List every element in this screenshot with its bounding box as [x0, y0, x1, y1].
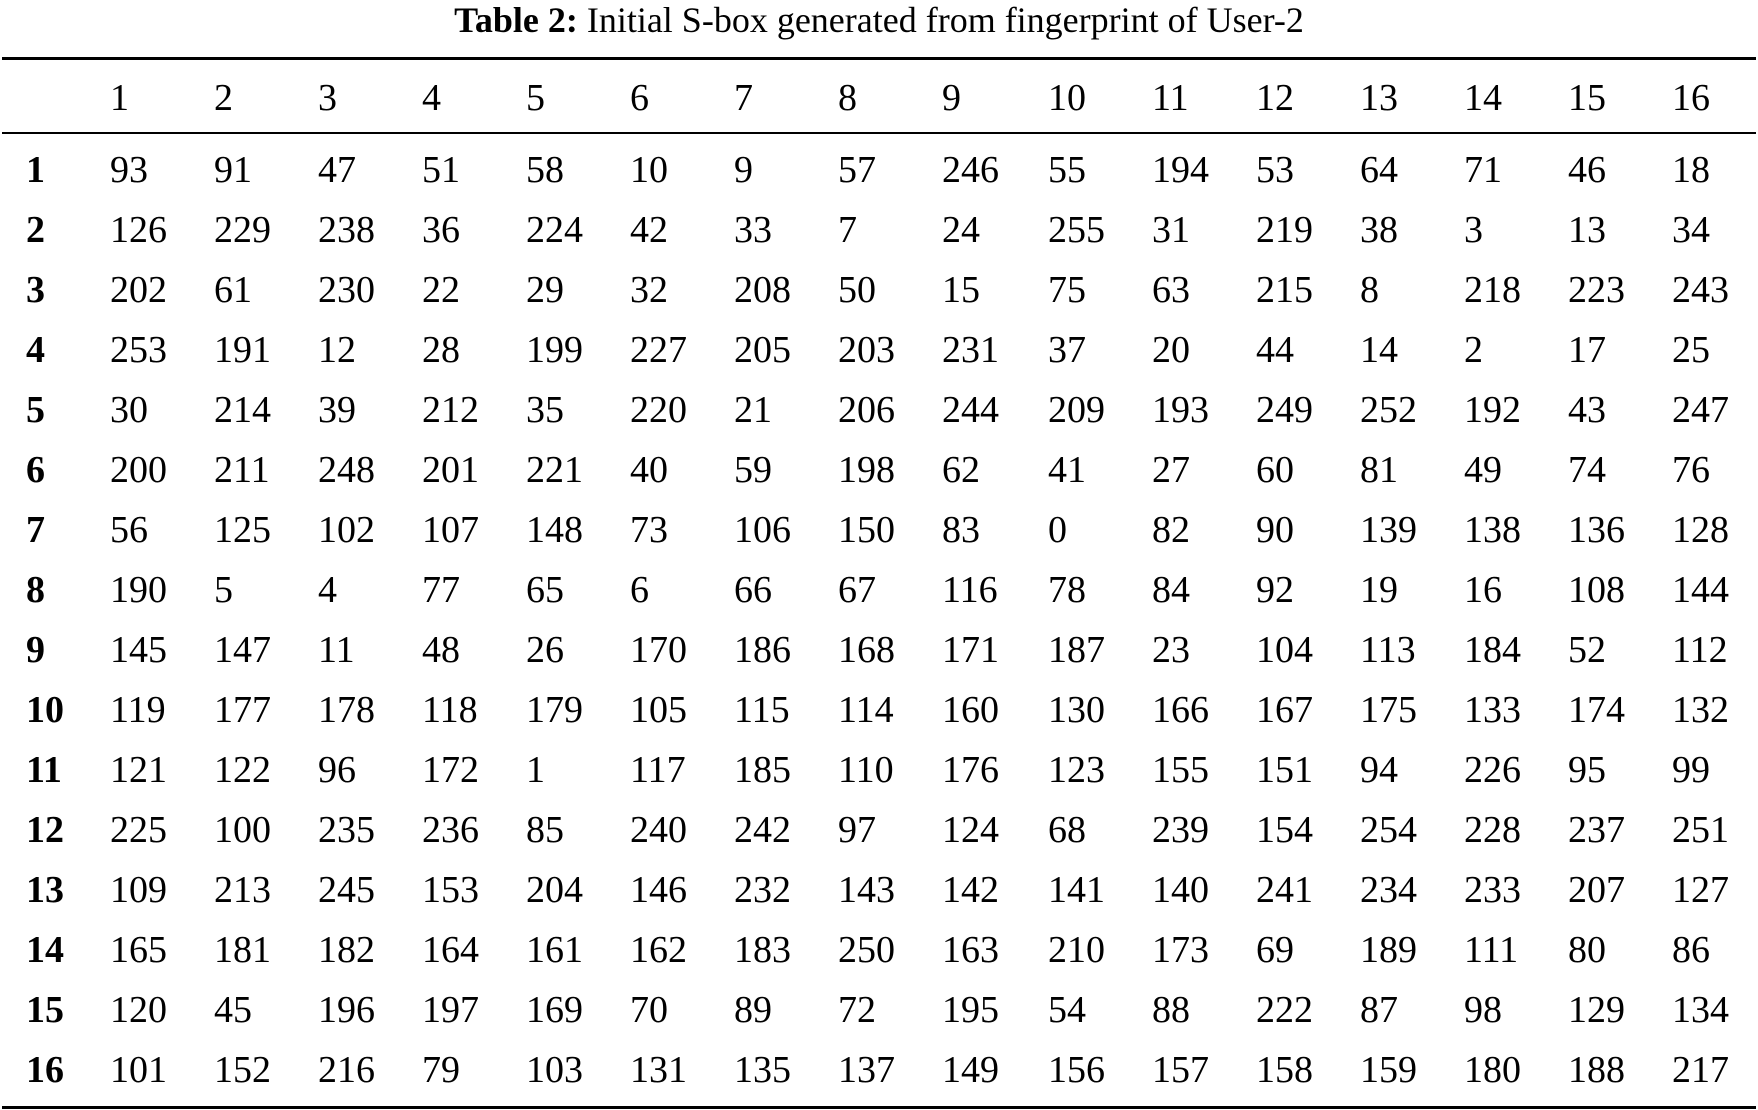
table-cell: 111	[1464, 929, 1519, 971]
table-cell: 141	[1048, 869, 1105, 911]
table-cell: 216	[318, 1049, 375, 1091]
table-cell: 40	[630, 449, 668, 491]
table-cell: 195	[942, 989, 999, 1031]
table-cell: 38	[1360, 209, 1398, 251]
table-cell: 196	[318, 989, 375, 1031]
table-cell: 12	[318, 329, 356, 371]
table-cell: 147	[214, 629, 271, 671]
table-cell: 2	[1464, 329, 1483, 371]
table-cell: 137	[838, 1049, 895, 1091]
column-header: 5	[526, 77, 545, 119]
table-cell: 112	[1672, 629, 1728, 671]
table-cell: 192	[1464, 389, 1521, 431]
table-cell: 55	[1048, 149, 1086, 191]
table-cell: 54	[1048, 989, 1086, 1031]
table-cell: 43	[1568, 389, 1606, 431]
table-caption-label: Table 2:	[454, 0, 578, 40]
table-cell: 13	[1568, 209, 1606, 251]
table-cell: 174	[1568, 689, 1625, 731]
table-cell: 161	[526, 929, 583, 971]
table-cell: 129	[1568, 989, 1625, 1031]
table-cell: 6	[630, 569, 649, 611]
table-cell: 81	[1360, 449, 1398, 491]
table-cell: 5	[214, 569, 233, 611]
table-cell: 128	[1672, 509, 1729, 551]
table-cell: 106	[734, 509, 791, 551]
table-cell: 231	[942, 329, 999, 371]
row-header: 1	[26, 149, 45, 191]
table-cell: 91	[214, 149, 252, 191]
table-cell: 61	[214, 269, 252, 311]
table-cell: 185	[734, 749, 791, 791]
row-header: 15	[26, 989, 64, 1031]
table-cell: 241	[1256, 869, 1313, 911]
row-header: 2	[26, 209, 45, 251]
table-cell: 16	[1464, 569, 1502, 611]
table-cell: 62	[942, 449, 980, 491]
table-cell: 219	[1256, 209, 1313, 251]
table-cell: 177	[214, 689, 271, 731]
table-cell: 199	[526, 329, 583, 371]
table-cell: 239	[1152, 809, 1209, 851]
table-cell: 243	[1672, 269, 1729, 311]
row-header: 9	[26, 629, 45, 671]
table-cell: 4	[318, 569, 337, 611]
table-cell: 150	[838, 509, 895, 551]
row-header: 10	[26, 689, 64, 731]
table-cell: 138	[1464, 509, 1521, 551]
table-cell: 87	[1360, 989, 1398, 1031]
table-cell: 84	[1152, 569, 1190, 611]
column-header: 3	[318, 77, 337, 119]
table-cell: 172	[422, 749, 479, 791]
table-cell: 169	[526, 989, 583, 1031]
table-cell: 89	[734, 989, 772, 1031]
table-cell: 250	[838, 929, 895, 971]
table-cell: 9	[734, 149, 753, 191]
column-header: 11	[1152, 77, 1189, 119]
table-cell: 223	[1568, 269, 1625, 311]
table-cell: 125	[214, 509, 271, 551]
table-cell: 160	[942, 689, 999, 731]
table-cell: 121	[110, 749, 167, 791]
table-cell: 203	[838, 329, 895, 371]
table-cell: 115	[734, 689, 790, 731]
table-cell: 120	[110, 989, 167, 1031]
column-header: 7	[734, 77, 753, 119]
table-cell: 176	[942, 749, 999, 791]
table-cell: 235	[318, 809, 375, 851]
table-cell: 108	[1568, 569, 1625, 611]
table-cell: 21	[734, 389, 772, 431]
table-cell: 101	[110, 1049, 167, 1091]
table-cell: 251	[1672, 809, 1729, 851]
table-cell: 222	[1256, 989, 1313, 1031]
table-cell: 144	[1672, 569, 1729, 611]
column-header: 9	[942, 77, 961, 119]
table-cell: 70	[630, 989, 668, 1031]
table-cell: 171	[942, 629, 999, 671]
table-cell: 134	[1672, 989, 1729, 1031]
table-cell: 207	[1568, 869, 1625, 911]
table-cell: 253	[110, 329, 167, 371]
table-cell: 218	[1464, 269, 1521, 311]
table-cell: 117	[630, 749, 686, 791]
column-header: 13	[1360, 77, 1398, 119]
table-cell: 186	[734, 629, 791, 671]
table-cell: 230	[318, 269, 375, 311]
table-cell: 116	[942, 569, 998, 611]
table-cell: 34	[1672, 209, 1710, 251]
table-cell: 214	[214, 389, 271, 431]
table-cell: 63	[1152, 269, 1190, 311]
table-cell: 254	[1360, 809, 1417, 851]
table-cell: 149	[942, 1049, 999, 1091]
table-cell: 151	[1256, 749, 1313, 791]
table-cell: 168	[838, 629, 895, 671]
table-cell: 224	[526, 209, 583, 251]
row-header: 16	[26, 1049, 64, 1091]
table-cell: 220	[630, 389, 687, 431]
table-cell: 153	[422, 869, 479, 911]
table-cell: 19	[1360, 569, 1398, 611]
table-cell: 49	[1464, 449, 1502, 491]
table-cell: 77	[422, 569, 460, 611]
table-cell: 184	[1464, 629, 1521, 671]
table-cell: 95	[1568, 749, 1606, 791]
table-cell: 22	[422, 269, 460, 311]
table-cell: 158	[1256, 1049, 1313, 1091]
table-cell: 20	[1152, 329, 1190, 371]
table-cell: 44	[1256, 329, 1294, 371]
table-cell: 51	[422, 149, 460, 191]
table-cell: 246	[942, 149, 999, 191]
column-header: 1	[110, 77, 129, 119]
table-cell: 145	[110, 629, 167, 671]
table-cell: 15	[942, 269, 980, 311]
table-cell: 210	[1048, 929, 1105, 971]
table-cell: 233	[1464, 869, 1521, 911]
table-cell: 181	[214, 929, 271, 971]
table-cell: 244	[942, 389, 999, 431]
table-cell: 255	[1048, 209, 1105, 251]
table-cell: 166	[1152, 689, 1209, 731]
table-cell: 66	[734, 569, 772, 611]
table-cell: 236	[422, 809, 479, 851]
table-cell: 85	[526, 809, 564, 851]
table-cell: 190	[110, 569, 167, 611]
table-cell: 45	[214, 989, 252, 1031]
table-cell: 142	[942, 869, 999, 911]
table-cell: 157	[1152, 1049, 1209, 1091]
table-cell: 226	[1464, 749, 1521, 791]
table-cell: 132	[1672, 689, 1729, 731]
table-cell: 146	[630, 869, 687, 911]
table-cell: 76	[1672, 449, 1710, 491]
table-cell: 227	[630, 329, 687, 371]
table-cell: 79	[422, 1049, 460, 1091]
table-cell: 206	[838, 389, 895, 431]
column-header: 12	[1256, 77, 1294, 119]
table-cell: 162	[630, 929, 687, 971]
table-cell: 208	[734, 269, 791, 311]
table-cell: 41	[1048, 449, 1086, 491]
table-cell: 245	[318, 869, 375, 911]
table-cell: 36	[422, 209, 460, 251]
table-cell: 105	[630, 689, 687, 731]
table-cell: 127	[1672, 869, 1729, 911]
table-cell: 165	[110, 929, 167, 971]
table-cell: 33	[734, 209, 772, 251]
table-cell: 29	[526, 269, 564, 311]
table-cell: 193	[1152, 389, 1209, 431]
table-cell: 107	[422, 509, 479, 551]
table-cell: 180	[1464, 1049, 1521, 1091]
table-caption-text: Initial S-box generated from fingerprint of User-2	[586, 0, 1304, 40]
table-cell: 225	[110, 809, 167, 851]
table-cell: 242	[734, 809, 791, 851]
table-cell: 119	[110, 689, 166, 731]
table-cell: 68	[1048, 809, 1086, 851]
table-cell: 194	[1152, 149, 1209, 191]
table-cell: 167	[1256, 689, 1313, 731]
table-cell: 8	[1360, 269, 1379, 311]
table-cell: 189	[1360, 929, 1417, 971]
table-cell: 221	[526, 449, 583, 491]
table-cell: 130	[1048, 689, 1105, 731]
table-cell: 252	[1360, 389, 1417, 431]
table-cell: 170	[630, 629, 687, 671]
table-cell: 113	[1360, 629, 1416, 671]
table-cell: 30	[110, 389, 148, 431]
table-cell: 75	[1048, 269, 1086, 311]
table-cell: 156	[1048, 1049, 1105, 1091]
table-cell: 187	[1048, 629, 1105, 671]
table-cell: 69	[1256, 929, 1294, 971]
table-cell: 93	[110, 149, 148, 191]
table-cell: 229	[214, 209, 271, 251]
table-cell: 136	[1568, 509, 1625, 551]
table-cell: 110	[838, 749, 894, 791]
table-cell: 73	[630, 509, 668, 551]
table-cell: 24	[942, 209, 980, 251]
table-cell: 86	[1672, 929, 1710, 971]
table-cell: 178	[318, 689, 375, 731]
table-cell: 188	[1568, 1049, 1625, 1091]
table-cell: 143	[838, 869, 895, 911]
table-cell: 72	[838, 989, 876, 1031]
table-cell: 60	[1256, 449, 1294, 491]
table-cell: 100	[214, 809, 271, 851]
table-cell: 247	[1672, 389, 1729, 431]
table-cell: 154	[1256, 809, 1313, 851]
table-cell: 173	[1152, 929, 1209, 971]
column-header: 2	[214, 77, 233, 119]
table-cell: 17	[1568, 329, 1606, 371]
table-cell: 135	[734, 1049, 791, 1091]
table-cell: 39	[318, 389, 356, 431]
table-cell: 234	[1360, 869, 1417, 911]
table-cell: 0	[1048, 509, 1067, 551]
table-cell: 202	[110, 269, 167, 311]
table-cell: 35	[526, 389, 564, 431]
row-header: 4	[26, 329, 45, 371]
table-cell: 50	[838, 269, 876, 311]
table-cell: 90	[1256, 509, 1294, 551]
table-cell: 183	[734, 929, 791, 971]
table-cell: 58	[526, 149, 564, 191]
table-cell: 83	[942, 509, 980, 551]
row-header: 14	[26, 929, 64, 971]
table-cell: 212	[422, 389, 479, 431]
table-cell: 47	[318, 149, 356, 191]
table-cell: 197	[422, 989, 479, 1031]
table-cell: 131	[630, 1049, 687, 1091]
table-cell: 118	[422, 689, 478, 731]
table-cell: 249	[1256, 389, 1313, 431]
table-cell: 82	[1152, 509, 1190, 551]
table-cell: 18	[1672, 149, 1710, 191]
table-cell: 232	[734, 869, 791, 911]
table-cell: 23	[1152, 629, 1190, 671]
column-header: 6	[630, 77, 649, 119]
row-header: 6	[26, 449, 45, 491]
table-cell: 215	[1256, 269, 1313, 311]
table-cell: 191	[214, 329, 271, 371]
table-cell: 213	[214, 869, 271, 911]
table-cell: 124	[942, 809, 999, 851]
table-cell: 140	[1152, 869, 1209, 911]
table-cell: 237	[1568, 809, 1625, 851]
table-cell: 26	[526, 629, 564, 671]
table-cell: 175	[1360, 689, 1417, 731]
table-cell: 179	[526, 689, 583, 731]
row-header: 7	[26, 509, 45, 551]
table-cell: 48	[422, 629, 460, 671]
table-cell: 32	[630, 269, 668, 311]
table-cell: 74	[1568, 449, 1606, 491]
table-cell: 94	[1360, 749, 1398, 791]
table-cell: 159	[1360, 1049, 1417, 1091]
table-cell: 52	[1568, 629, 1606, 671]
table-cell: 53	[1256, 149, 1294, 191]
table-cell: 123	[1048, 749, 1105, 791]
row-header: 8	[26, 569, 45, 611]
column-header: 16	[1672, 77, 1710, 119]
table-cell: 92	[1256, 569, 1294, 611]
table-cell: 182	[318, 929, 375, 971]
column-header: 15	[1568, 77, 1606, 119]
table-cell: 248	[318, 449, 375, 491]
table-cell: 88	[1152, 989, 1190, 1031]
table-cell: 217	[1672, 1049, 1729, 1091]
table-cell: 209	[1048, 389, 1105, 431]
table-cell: 126	[110, 209, 167, 251]
table-cell: 14	[1360, 329, 1398, 371]
table-cell: 25	[1672, 329, 1710, 371]
table-cell: 67	[838, 569, 876, 611]
table-cell: 164	[422, 929, 479, 971]
table-cell: 28	[422, 329, 460, 371]
row-header: 11	[26, 749, 62, 791]
table-cell: 42	[630, 209, 668, 251]
table-cell: 204	[526, 869, 583, 911]
row-header: 13	[26, 869, 64, 911]
table-cell: 163	[942, 929, 999, 971]
column-header: 14	[1464, 77, 1502, 119]
table-cell: 46	[1568, 149, 1606, 191]
row-header: 12	[26, 809, 64, 851]
table-cell: 133	[1464, 689, 1521, 731]
table-cell: 37	[1048, 329, 1086, 371]
table-cell: 152	[214, 1049, 271, 1091]
column-header: 8	[838, 77, 857, 119]
table-cell: 56	[110, 509, 148, 551]
table-cell: 139	[1360, 509, 1417, 551]
table-cell: 228	[1464, 809, 1521, 851]
table-cell: 71	[1464, 149, 1502, 191]
table-cell: 104	[1256, 629, 1313, 671]
table-cell: 198	[838, 449, 895, 491]
table-cell: 109	[110, 869, 167, 911]
row-header: 3	[26, 269, 45, 311]
table-cell: 57	[838, 149, 876, 191]
table-cell: 200	[110, 449, 167, 491]
table-cell: 155	[1152, 749, 1209, 791]
table-cell: 64	[1360, 149, 1398, 191]
table-cell: 98	[1464, 989, 1502, 1031]
table-cell: 7	[838, 209, 857, 251]
table-cell: 31	[1152, 209, 1190, 251]
table-cell: 238	[318, 209, 375, 251]
column-header: 4	[422, 77, 441, 119]
table-cell: 80	[1568, 929, 1606, 971]
row-header: 5	[26, 389, 45, 431]
table-cell: 97	[838, 809, 876, 851]
table-cell: 3	[1464, 209, 1483, 251]
table-cell: 102	[318, 509, 375, 551]
table-cell: 205	[734, 329, 791, 371]
table-cell: 103	[526, 1049, 583, 1091]
column-header: 10	[1048, 77, 1086, 119]
table-cell: 1	[526, 749, 545, 791]
table-cell: 99	[1672, 749, 1710, 791]
table-cell: 65	[526, 569, 564, 611]
table-cell: 122	[214, 749, 271, 791]
table-cell: 114	[838, 689, 894, 731]
table-cell: 59	[734, 449, 772, 491]
table-cell: 11	[318, 629, 355, 671]
table-cell: 148	[526, 509, 583, 551]
table-cell: 211	[214, 449, 270, 491]
table-cell: 96	[318, 749, 356, 791]
table-cell: 10	[630, 149, 668, 191]
table-cell: 240	[630, 809, 687, 851]
table-cell: 78	[1048, 569, 1086, 611]
table-cell: 27	[1152, 449, 1190, 491]
table-cell: 201	[422, 449, 479, 491]
